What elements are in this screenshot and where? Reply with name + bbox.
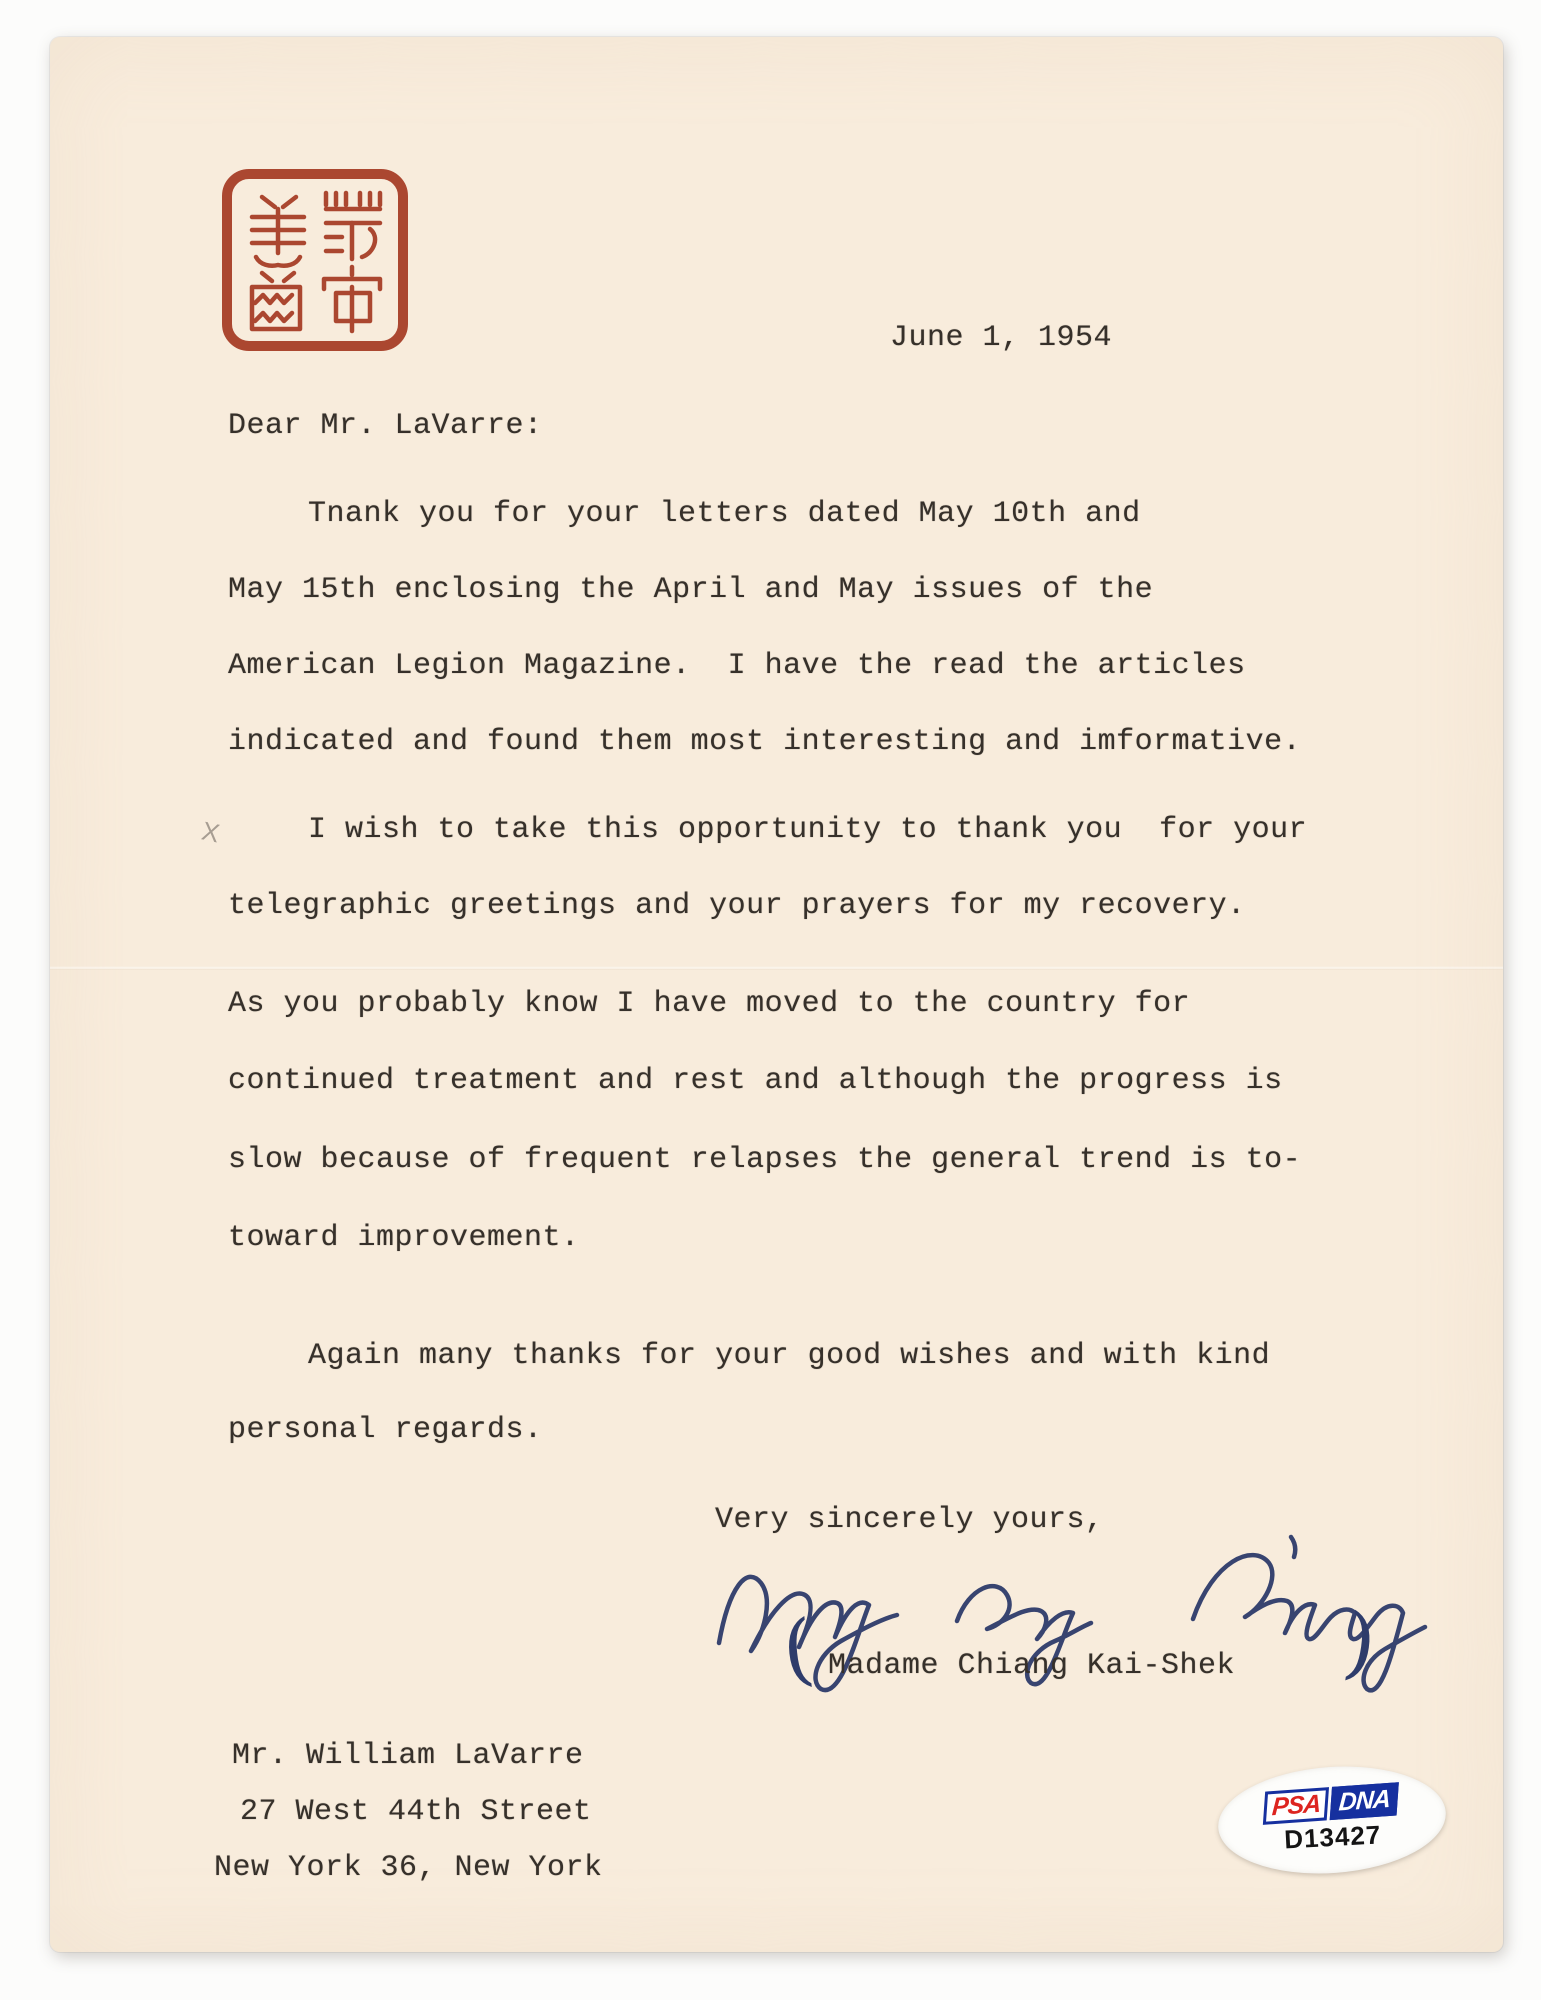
letter-line: toward improvement. bbox=[228, 1221, 580, 1255]
psa-logo-box: PSA bbox=[1263, 1787, 1330, 1825]
salutation: Dear Mr. LaVarre: bbox=[228, 409, 543, 443]
recipient-name: Mr. William LaVarre bbox=[232, 1739, 584, 1773]
seal-glyph-soong bbox=[324, 267, 380, 331]
handwritten-paren-close: ) bbox=[1338, 1597, 1382, 1691]
sticker-serial: D13427 bbox=[1283, 1819, 1383, 1855]
letter-line: slow because of frequent relapses the general trend is to- bbox=[228, 1143, 1302, 1177]
recipient-city: New York 36, New York bbox=[214, 1851, 603, 1885]
letter-line: indicated and found them most interesting and imformative. bbox=[228, 725, 1302, 759]
psa-dna-sticker bbox=[1215, 1759, 1450, 1881]
dna-logo-box: DNA bbox=[1329, 1782, 1398, 1820]
chiang-seal bbox=[222, 169, 408, 351]
letter-date: June 1, 1954 bbox=[890, 321, 1113, 355]
psa-dna-logo bbox=[1263, 1782, 1399, 1824]
letter-line: May 15th enclosing the April and May issues of the bbox=[228, 573, 1154, 607]
seal-glyph-chiang bbox=[326, 193, 380, 259]
seal-glyph-mei bbox=[252, 197, 304, 266]
seal-glyph-ling bbox=[252, 273, 300, 329]
pencil-mark: X bbox=[199, 815, 223, 849]
handwritten-paren-open: ( bbox=[778, 1603, 819, 1697]
letter-line: As you probably know I have moved to the country for bbox=[228, 987, 1191, 1021]
letter-line: telegraphic greetings and your prayers for my recovery. bbox=[228, 889, 1246, 923]
recipient-street: 27 West 44th Street bbox=[240, 1795, 592, 1829]
letter-line: Again many thanks for your good wishes and with kind bbox=[308, 1339, 1271, 1373]
letter-paper bbox=[50, 37, 1503, 1952]
typed-name: Madame Chiang Kai-Shek bbox=[828, 1649, 1236, 1683]
letter-line: Tnank you for your letters dated May 10th and bbox=[308, 497, 1141, 531]
letter-line: personal regards. bbox=[228, 1413, 543, 1447]
letter-line: continued treatment and rest and although the progress is bbox=[228, 1064, 1283, 1098]
letter-line: I wish to take this opportunity to thank you for your bbox=[308, 813, 1308, 847]
paper-crease bbox=[50, 966, 1503, 970]
letter-line: American Legion Magazine. I have the read the articles bbox=[228, 649, 1246, 683]
closing: Very sincerely yours, bbox=[715, 1503, 1104, 1537]
